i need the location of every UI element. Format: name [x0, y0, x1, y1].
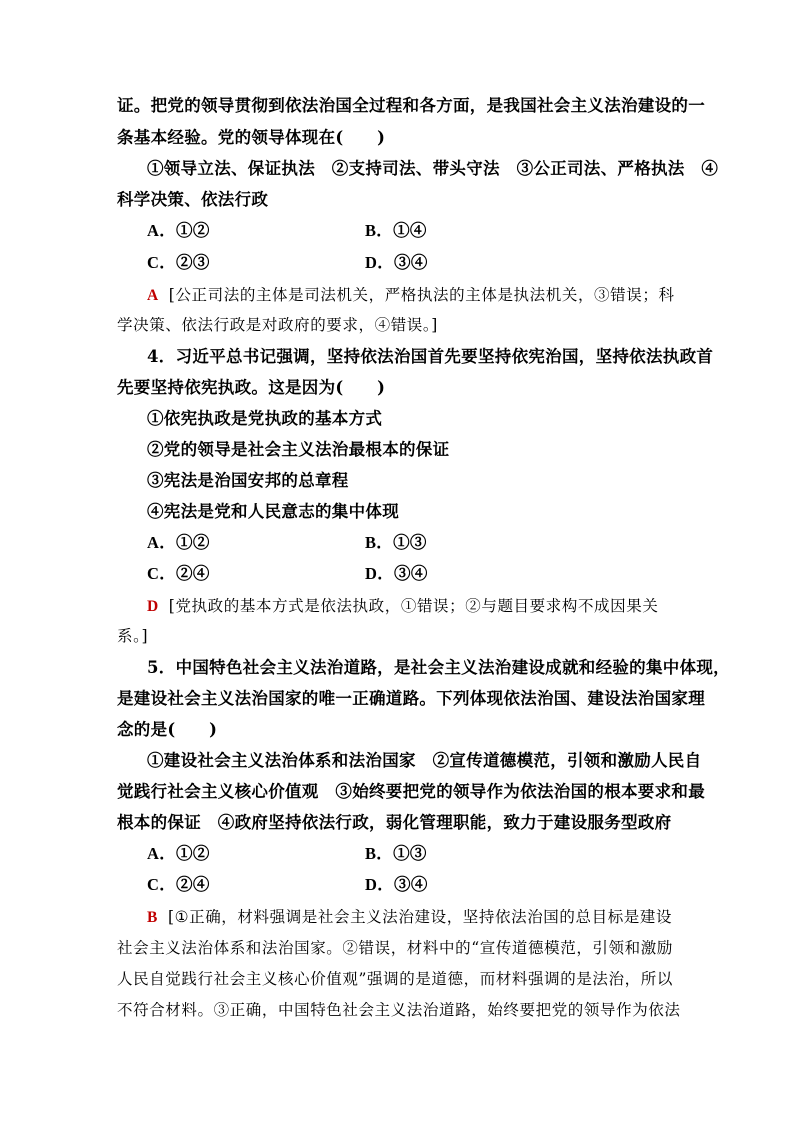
q5-option-c: C．②④ [147, 875, 210, 894]
q5-analysis-line-4: 不符合材料。③正确，中国特色社会主义法治道路，始终要把党的领导作为依法 [117, 1001, 681, 1019]
q4-item-2: ②党的领导是社会主义法治最根本的保证 [147, 440, 450, 459]
q4-item-4: ④宪法是党和人民意志的集中体现 [147, 502, 399, 521]
q3-analysis-line-2: 学决策、依法行政是对政府的要求，④错误。] [117, 316, 438, 334]
q3-option-b: B．①④ [365, 221, 427, 240]
q5-analysis-line-3: 人民自觉践行社会主义核心价值观”强调的是道德，而材料强调的是法治，所以 [117, 970, 673, 988]
q5-analysis-text-1: [①正确，材料强调是社会主义法治建设，坚持依法治国的总目标是建设 [167, 908, 673, 926]
q3-analysis-line-1 [147, 283, 675, 308]
q5-item-line-1: ①建设社会主义法治体系和法治国家 ②宣传道德模范，引领和激励人民自 [147, 751, 702, 770]
q3-option-a: A．①② [147, 221, 210, 240]
q4-analysis-line-1 [147, 594, 658, 619]
q4-answer-key: D [147, 598, 159, 615]
q5-answer-key: B [147, 909, 158, 926]
q4-item-1: ①依宪执政是党执政的基本方式 [147, 409, 383, 428]
q4-option-d: D．③④ [365, 564, 428, 583]
q3-stem-line-1: 证。把党的领导贯彻到依法治国全过程和各方面，是我国社会主义法治建设的一 [117, 96, 705, 115]
q3-option-d: D．③④ [365, 253, 428, 272]
q4-option-b: B．①③ [365, 533, 427, 552]
q5-option-a: A．①② [147, 844, 210, 863]
q3-item-line-2: 科学决策、依法行政 [117, 190, 269, 209]
q5-analysis-line-2: 社会主义法治体系和法治国家。②错误，材料中的“宣传道德模范，引领和激励 [117, 939, 673, 957]
q4-analysis-line-2: 系。] [117, 627, 149, 645]
q4-analysis-text-1: [党执政的基本方式是依法执政，①错误；②与题目要求构不成因果关 [168, 597, 659, 615]
q4-option-a: A．①② [147, 533, 210, 552]
q5-analysis-line-1 [147, 905, 672, 930]
q3-option-c: C．②③ [147, 253, 210, 272]
q5-option-b: B．①③ [365, 844, 427, 863]
q3-item-line-1: ①领导立法、保证执法 ②支持司法、带头守法 ③公正司法、严格执法 ④ [147, 159, 719, 178]
q4-item-3: ③宪法是治国安邦的总章程 [147, 471, 349, 490]
q4-option-c: C．②④ [147, 564, 210, 583]
q5-stem-line-1: 5．中国特色社会主义法治道路，是社会主义法治建设成就和经验的集中体现， [147, 658, 730, 677]
q3-stem-line-2: 条基本经验。党的领导体现在( ) [117, 128, 386, 147]
q5-item-line-2: 觉践行社会主义核心价值观 ③始终要把党的领导作为依法治国的根本要求和最 [117, 782, 705, 801]
q5-item-line-3: 根本的保证 ④政府坚持依法行政，弱化管理职能，致力于建设服务型政府 [117, 813, 672, 832]
q4-stem-line-2: 先要坚持依宪执政。这是因为( ) [117, 378, 386, 397]
q5-option-d: D．③④ [365, 875, 428, 894]
q5-stem-line-2: 是建设社会主义法治国家的唯一正确道路。下列体现依法治国、建设法治国家理 [117, 689, 705, 708]
q5-stem-line-3: 念的是( ) [117, 720, 218, 739]
q4-stem-line-1: 4．习近平总书记强调，坚持依法治国首先要坚持依宪治国，坚持依法执政首 [147, 347, 714, 366]
q3-answer-key: A [147, 287, 159, 304]
q3-analysis-text-1: [公正司法的主体是司法机关，严格执法的主体是执法机关，③错误；科 [168, 286, 675, 304]
